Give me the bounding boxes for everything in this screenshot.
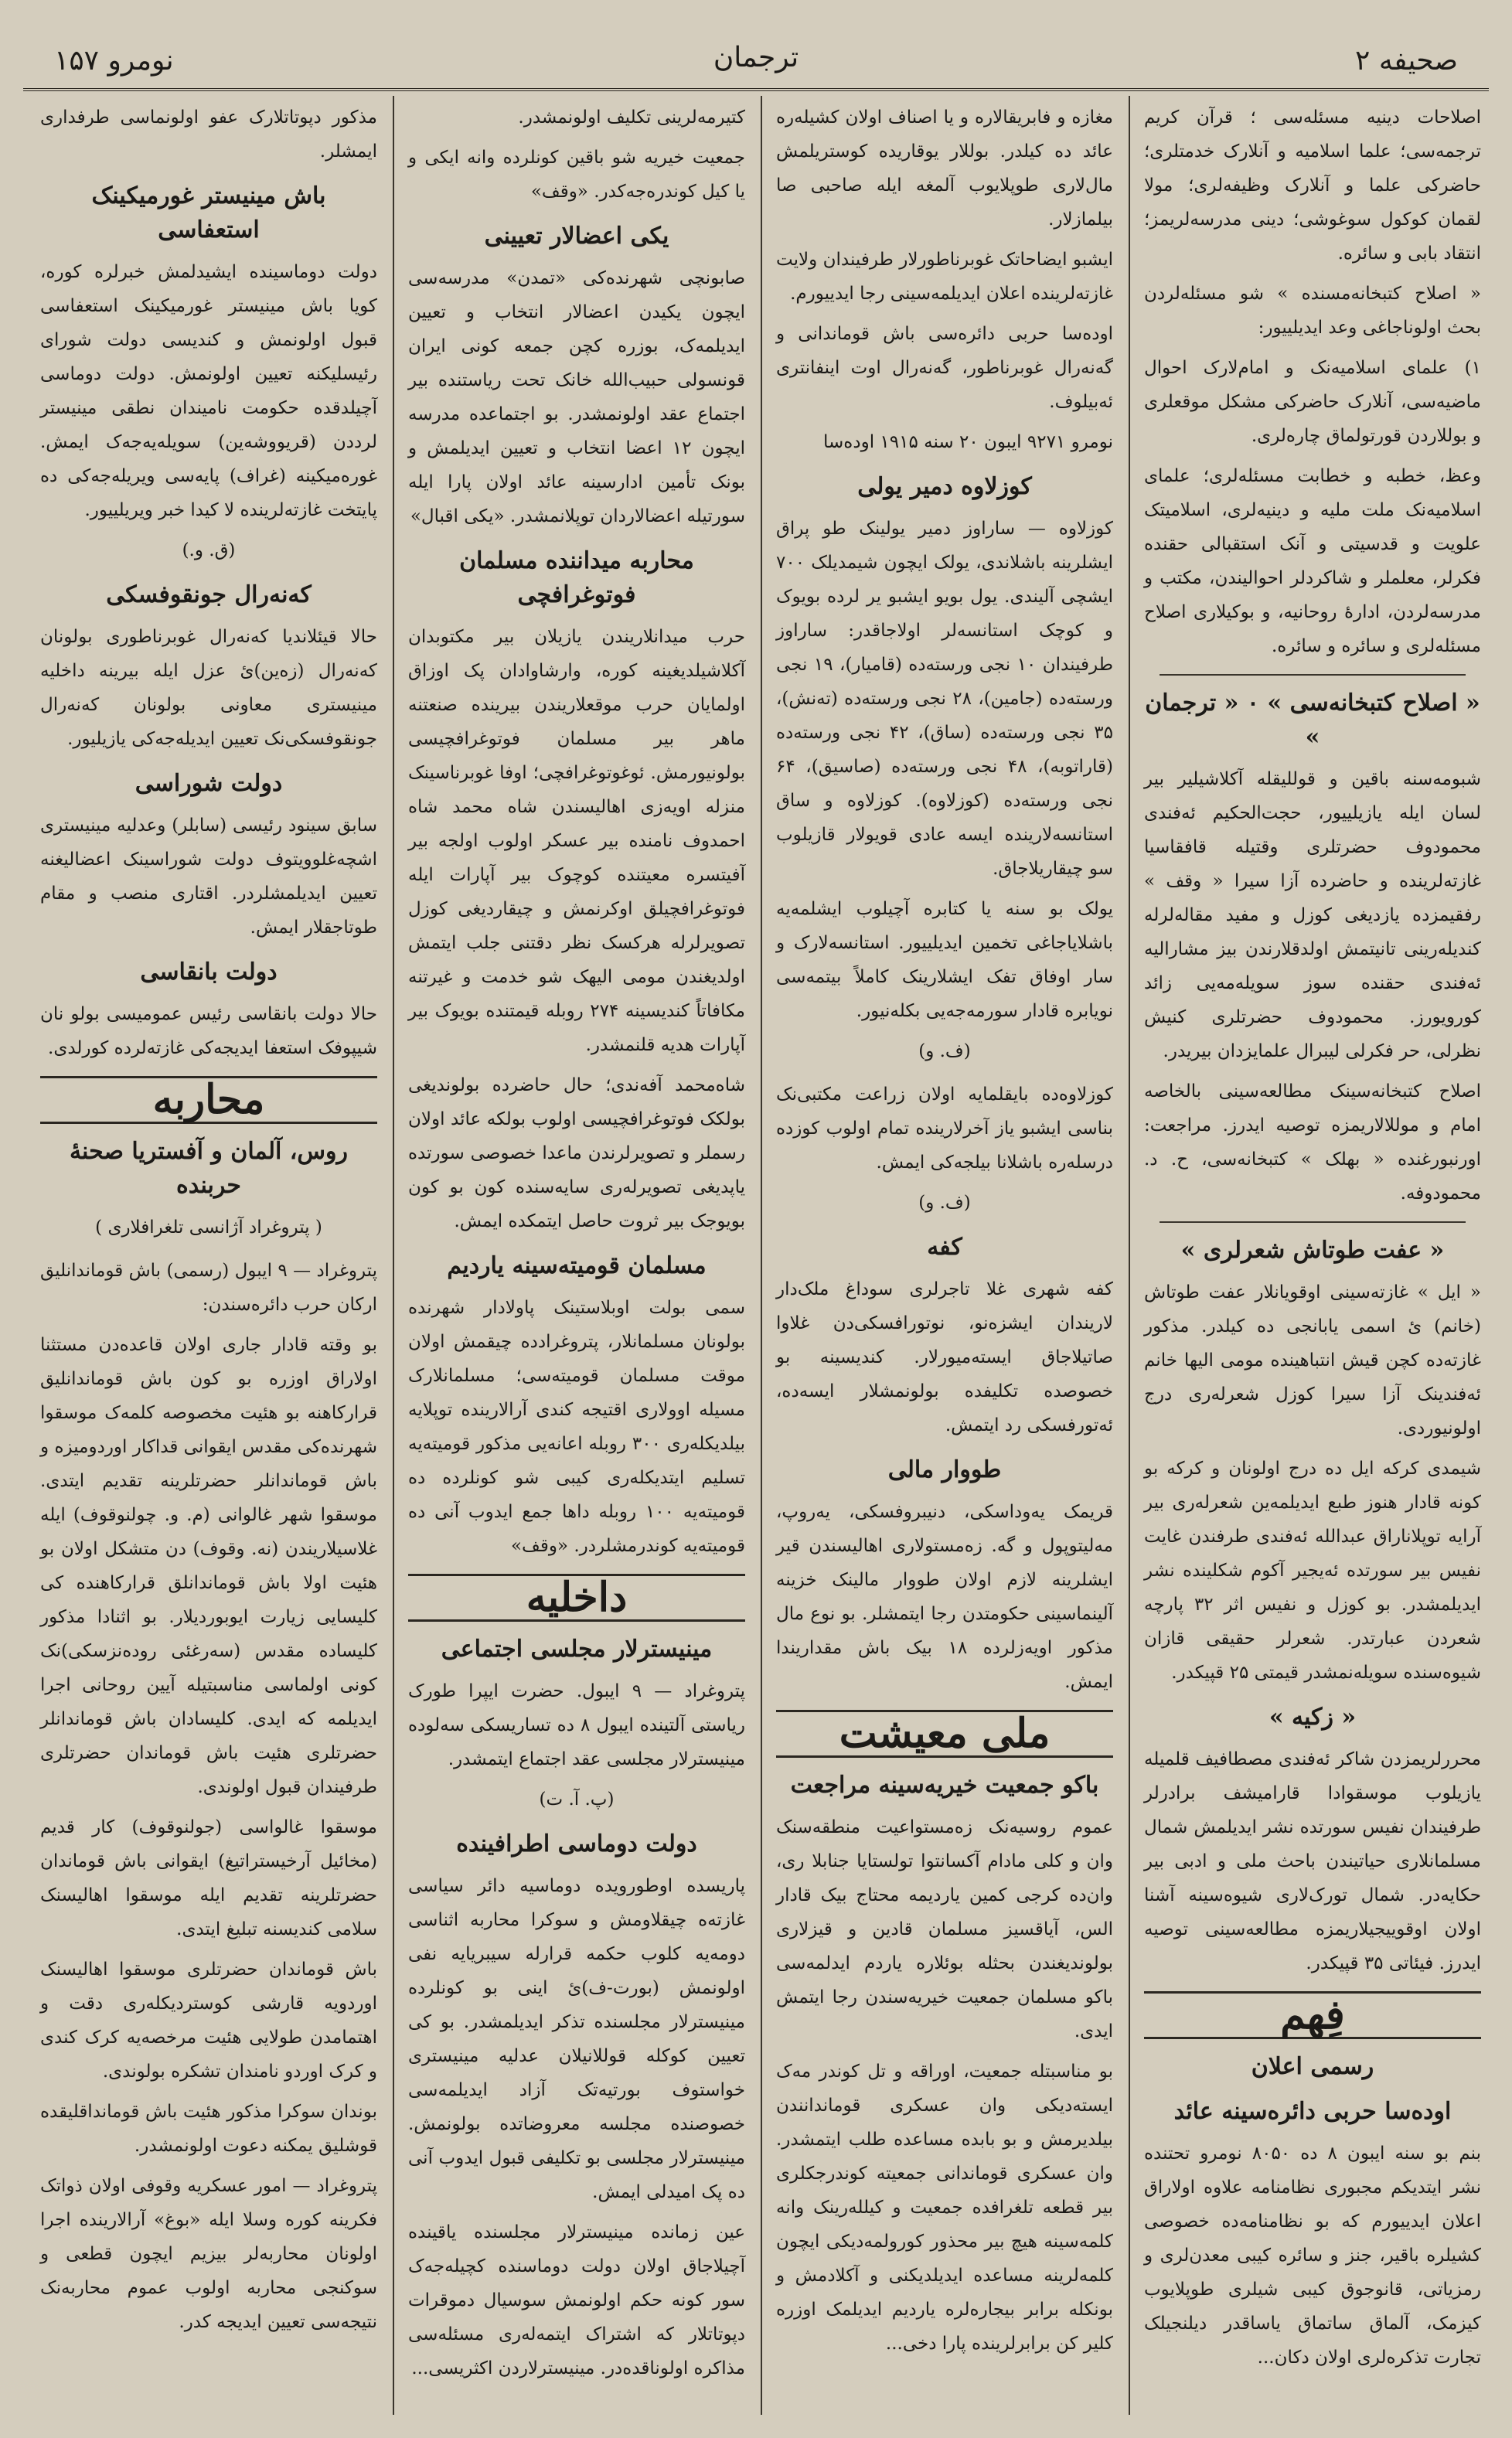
column-rule-1 <box>1129 96 1130 2415</box>
col3-heading-2: محاربه میداننده مسلمان فوتوغرافچی <box>459 547 694 608</box>
col3-paragraph-8: پاریسده اوطورویده دوماسیه دائر سیاسی غازته‌ه چیقلاومش و سوکرا محاربه اثناسی دومه‌یه کلوب حکمه قرارله سیبریایه نفی اولونمش (بورت-ف)ئ اینی بو کونلرده مینیسترلار مجلسنده تذکر ایدیلمشدر. بو کی تعیین کوکله قوللانیلان عدلیه مینیستری خواستوف بورتیه‌تک آزاد ایدیلمه‌سی خصوصنده مجلسه معروضاتده بولونمش. مینیسترلار مجلسی بو تکلیفی قبول ایدوب آنی ده پک امیدلی ایمش. <box>408 1876 745 2202</box>
col3-paragraph-5: شاه‌محمد آفه‌ندی؛ حال حاضرده بولوندیغی بولکک فوتوغرافچیسی اولوب بولکه عائد اولان رسملر و تصویرلرندن ماعدا خصوصی سورتده یاپدیغی تصویرله‌ری سایه‌سنده کون بو کون بویوجک بیر ثروت حاصل ایتمکده ایمش. <box>408 1075 745 1231</box>
col4-signature-2: ( پتروغراد آژانسی تلغرافلاری ) <box>95 1217 322 1238</box>
col1-paragraph-8: شیمدی کرکه ایل ده درج اولونان و کرکه بو کونه قادار هنوز طبع ایدیلمه‌ین شعرله‌ری بیر آرایه توپلاناراق عبدالله ئه‌فندی طرفندن غایت نفیس بیر سورتده ئه‌یجیر آکوم شکلینده نشر ایدیلمشدر. بو کوزل و نفیس اثر ۳۲ پارچه شعردن عبارتدر. شعرلر حقیقی قازان شیوه‌سنده سویله‌نمشدر قیمتی ۲۵ قپیکدر. <box>1144 1459 1481 1683</box>
col1-heading-3: « زکیه » <box>1269 1704 1357 1731</box>
col3-heading-5: مینیسترلار مجلسی اجتماعی <box>441 1636 713 1663</box>
col4-heading-5: محاربه <box>40 1076 377 1124</box>
col1-paragraph-10: بنم بو سنه ایبون ۸ ده ۸۰۵۰ نومرو تحتنده نشر ایتدیکم مجبوری نظامنامه علاوه اولاراق اعلان ایدییورم که بو نظامنامه‌ده خصوصی کشیلره باقیر، جنز و سائره کیبی معدن‌لری و رمزیاتی، قانوجوق کیبی شیلری طوپلایوب کیزمک، آلماق ساتماق یاساقدر دیلنجیلک تجارت تذکره‌لری اولان دکان... <box>1144 2143 1482 2368</box>
col4-heading-3: دولت شوراسی <box>135 770 283 797</box>
col3-heading-3: مسلمان قومیته‌سینه یاردیم <box>447 1252 707 1279</box>
col1-paragraph-7: « ایل » غازته‌سینی اوقویانلار عفت طوتاش (خانم) ئ اسمی یابانجی ده کیلدر. مذکور غازته‌ده کچن قیش انتباهینده مومی الیها خانم ئه‌فندینک آزا سیرا کوزل شعرله‌ری درج اولونیوردی. <box>1144 1282 1481 1439</box>
col3-paragraph-2: جمعیت خیریه شو باقین کونلرده وانه ایکی و یا کیل کوندره‌جه‌کدر. «وقف» <box>408 148 745 202</box>
col4-paragraph-6: پتروغراد — ۹ ایبول (رسمی) باش قوماندانلیق ارکان حرب دائره‌سندن: <box>40 1261 377 1315</box>
col4-paragraph-10: بوندان سوکرا مذکور هئیت باش قومانداقلیقده قوشلیق یمکنه دعوت اولونمشدر. <box>40 2102 377 2156</box>
column-1 <box>1136 96 1489 2415</box>
col3-signature-1: (پ. آ. ت) <box>539 1789 615 1810</box>
col3-heading-1: یکی اعضالار تعیینی <box>484 223 669 250</box>
col3-paragraph-9: عین زمانده مینیسترلار مجلسنده یاقینده آچیلاجاق اولان دولت دوماسنده کچیله‌جه‌ک سور کونه حکم اولونمش سوسیال دموقرات دپوتاتلار که اشتراک ایتمه‌له‌ری مسئله‌سی مذاکره اولوناقده‌در. مینیسترلاردن اکثریسی... <box>408 2222 745 2378</box>
col4-heading-2: که‌نه‌رال جونقوفسکی <box>106 581 312 608</box>
col2-paragraph-9: قریمک یه‌وداسکی، دنیبروفسکی، یه‌روپ، مه‌لیتوپول و گه. زه‌مستولاری اهالیسندن قیر ایشلرینه لازم اولان طووار مالینک خزینه آلینماسینی حکومتدن رجا ایتمشلر. بو نوع مال مذکور اویه‌زلرده ۱۸ بیک باش مقداریندا ایمش. <box>776 1502 1113 1692</box>
col4-heading-1: باش مینیستر غورمیکینک استعفاسی <box>91 182 326 243</box>
newspaper-name: ترجمان <box>713 42 799 73</box>
col1-divider-2 <box>1160 1221 1466 1223</box>
col4-signature-1: (ق. و.) <box>182 540 236 560</box>
col3-paragraph-4: حرب میدانلاریندن یازیلان بیر مکتوبدان آکلاشیلدیغینه کوره، وارشاوادان پک اوزاق اولمایان حرب موقعلاریندن بیرینده صنعتنه ماهر بیر مسلمان فوتوغرافچیسی بولونیورمش. ئوغوتوغرافچی؛ اوفا غوبرناسینک منزله اویه‌زی اهالیسندن شاه محمد شاه احمدوف نامنده بیر عسکر اولوب اولجه بیر آفیتسره معیتنده کوچوک بیر آپارات ایله فوتوغرافچیلق اوکرنمش و چیقاردیغی کوزل تصویرلرله هرکسک نظر دقتنی جلب ایتمش اولدیغندن مومی الیهک شو خدمت و غیرتنه مکافاتاً کندیسینه ۲۷۴ روبله قیمتنده بویوک بیر آپارات هدیه قلنمشدر. <box>408 627 745 1055</box>
col4-paragraph-7: بو وقته قادار جاری اولان قاعده‌دن مستثنا اولاراق اوزره بو کون باش قوماندانلیق قرارکاهنه بو هئیت مخصوصه کلمه‌ک موسقوا شهرنده‌کی مقدس ایقوانی قداکار اوردومیزه و باش قوماندانلر حضرتلرینه تقدیم ایتدی. موسقوا شهر غالوانی (م. و. چولنوقوف) ایله غلاسیلاریندن (نه. وقوف) دن متشکل اولان بو هئیت اولا باش قوماندانلق قرارکاهنده کی کلیسایی زیارت ایوبوردیلار. بو اثنادا مذکور کلیساده مقدس (سه‌رغئی روده‌نزسکی)نک کونی اولماسی مناسبتیله آیین روحانی اجرا ایدیلمه که ایدی. کلیسادان باش قوماندانلر حضرتلری هئیت باش قوماندان حضرتلری طرفیندان قبول اولوندی. <box>40 1335 377 1797</box>
col1-heading-2: « عفت طوتاش شعرلری » <box>1180 1237 1445 1264</box>
col4-paragraph-2: دولت دوماسینده ایشیدلمش خبرلره کوره، کویا باش مینیستر غورمیکینک استعفاسی قبول اولونمش و کندیسی دولت شورای رئیسلیکنه تعیین اولونمش. دولت دوماسی آچیلدقده حکومت نامیندان نطقی مینیستر لرددن (قریووشه‌ین) سویله‌یه‌جه‌ک ایمش. غوره‌میکینه (غراف) پایه‌سی ویریله‌جه‌کی ده پایتخت غازته‌لرینده لا کیدا خبر ویریلییور. <box>40 262 377 520</box>
col3-paragraph-6: سمی بولت اوبلاستینک پاولادار شهرنده بولونان مسلمانلار، پتروغرادده چیقمش اولان موقت مسلمان قومیته‌سی؛ مسلمانلارک مسیله اوولاری اقتیجه کندی آرالارینده توپلایه بیلدیکله‌ری ۳۰۰ روبله اعانه‌یی مذکور قومیته‌یه تسلیم ایتدیکله‌ری کیبی شو کونلرده ده قومیته‌یه ۱۰۰ روبله داها جمع ایدوب آنی ده قومیته‌یه کوندرمشلردر. «وقف» <box>408 1298 745 1556</box>
column-rule-3 <box>393 96 394 2415</box>
col1-heading-6: اوده‌سا حربی دائره‌سینه عائد <box>1173 2098 1452 2125</box>
col3-paragraph-1: کتیرمه‌لرینی تکلیف اولونمشدر. <box>518 107 745 128</box>
col3-heading-4: داخلیه <box>408 1574 745 1622</box>
col4-paragraph-8: موسقوا غالواسی (جولنوقوف) کار قدیم (مخائیل آرخیستراتیغ) ایقوانی باش قوماندان حضرتلرینه تقدیم ایله موسقوا اهالیسنک سلامی کندیسنه تبلیغ ایتدی. <box>40 1817 377 1939</box>
col1-paragraph-3: ۱) علمای اسلامیه‌نک و امام‌لارک احوال ماضیه‌سی، آنلارک حاضرکی مشکل موقعلری و بوللاردن قورتولماق چاره‌لری. <box>1144 358 1481 446</box>
col2-paragraph-6: یولک بو سنه یا کتابره آچیلوب ایشلمه‌یه باشلایاجاغی تخمین ایدیلییور. استانسه‌لارک و سار اوفاق تفک ایشلارینک کاملاً بیتمه‌سی نویابره قادار سورمه‌جه‌یی بکله‌نیور. <box>776 899 1113 1021</box>
col1-paragraph-6: اصلاح کتبخانه‌سینک مطالعه‌سینی بالخاصه امام و موللالاریمزه توصیه ایدرز. مراجعت: اورنبورغنده « بهلک » کتبخانه‌سی، ح. د. محمودوفه. <box>1144 1081 1481 1204</box>
page-number: صحیفه ۲ <box>1355 45 1458 77</box>
column-2 <box>768 96 1121 2415</box>
col2-heading-1: کوزلاوه دمیر یولی <box>857 473 1032 500</box>
col1-paragraph-5: شبومه‌سنه باقین و قوللیقله آکلاشیلیر بیر لسان ایله یازیلییور، حجت‌الحکیم ئه‌فندی محمودوف حضرتلری وقتیله قافقاسیا غازته‌لرینده و حاضرده آزا سیرا « وقف » رفقیمزده یازدیغی کوزل و مفید مقاله‌لرله کندیله‌رینی تانیتمش اولدقلارندن بیز مشارالیه ئه‌فندی حقنده سوز سویله‌مه‌یی زائد کورویورز. محمودوف حضرتلری کنیش نظرلی، حر فکرلی لیبرال علمایزدان بیریدر. <box>1144 769 1481 1061</box>
col2-paragraph-10: عموم روسیه‌نک زه‌مستواعیت منطقه‌سنک وان و کلی مادام آکسانتوا تولستایا جنابلا ری، وان‌ده کرجی کمین یاردیمه محتاج بیک قادار الس، آیاقسیز مسلمان قادین و قیزلاری بولوندیغندن بحثله بوئلاره یاردم ایدلمه‌سی باکو مسلمان جمعیت خیریه‌سندن رجا ایتمش ایدی. <box>776 1817 1113 2041</box>
col4-paragraph-9: باش قوماندان حضرتلری موسقوا اهالیسنک اوردویه قارشی کوستردیکله‌ری دقت و اهتمامدن طولایی هئیت مرخصه‌یه کرک کندی و کرک اوردو نامندان تشکره بولوندی. <box>40 1960 377 2082</box>
col4-paragraph-3: حالا قیئلاندیا که‌نه‌رال غوبرناطوری بولونان که‌نه‌رال (زه‌ین)ئ عزل ایله بیرینه داخلیه مینیستری معاونی بولونان که‌نه‌رال جونقوفسکی‌نک تعیین ایدیله‌جه‌کی یازیلیور. <box>40 627 377 749</box>
col2-heading-5: باکو جمعیت خیریه‌سینه مراجعت <box>790 1772 1099 1799</box>
col2-heading-2: کفه <box>927 1234 962 1261</box>
col4-heading-6: روس، آلمان و آفستریا صحنهٔ حربنده <box>69 1138 349 1199</box>
col4-paragraph-5: حالا دولت بانقاسی رئیس عمومیسی بولو نان شیپوفک استعفا ایدیجه‌کی غازته‌لرده کورلدی. <box>40 1004 377 1058</box>
columns-area <box>23 96 1489 2415</box>
col1-paragraph-9: محررلریمزدن شاکر ئه‌فندی مصطافیف قلمیله یازیلوب موسقوادا قارامیشف برادرلر طرفیندان نفیس سورتده نشر ایدیلمش شمال مسلمانلاری حیاتیندن باحث ملی و ادبی بیر حکایه‌در. شمال تورک‌لاری شیوه‌سینه آشنا اولان اوقوییجیلاریمزه مطالعه‌سینی توصیه ایدرز. فیئاتی ۳۵ قپیکدر. <box>1144 1749 1481 1973</box>
col3-paragraph-7: پتروغراد — ۹ ایبول. حضرت ایپرا طورک ریاستی آلتینده ایبول ۸ ده تساریسکی سه‌لوده مینیسترلار مجلسی عقد اجتماع ایتمشدر. <box>408 1681 746 1769</box>
col3-paragraph-3: صابونچی شهرنده‌کی «تمدن» مدرسه‌سی ایچون یکیدن اعضالار انتخاب و تعیین ایدیلمه‌ک، بوزره کچن جمعه کونی ایران قونسولی حبیب‌الله خانک تحت ریاستنده بیر اجتماع عقد اولونمشدر. بو اجتماعده مدرسه ایچون ۱۲ اعضا انتخاب و تعیین ایدیلمش و بونک تأمین ادارسینه عائد اولان پارا ایله سورتیله اعضالاردان توپلانمشدر. «یکی اقبال» <box>408 268 745 526</box>
col2-paragraph-8: کفه شهری غلا تاجرلری سوداغ ملک‌دار لاریندان ایشزه‌نو، نوتورافسکی‌دن غلاوا صاتیلاجاق ایسته‌میورلار. کندیسینه بو خصوصده تکلیفده بولونمشلار ایسه‌ده، ئه‌تورفسکی رد ایتمش. <box>776 1279 1113 1435</box>
col2-paragraph-3: اوده‌سا حربی دائره‌سی باش قوماندانی و گه‌نه‌رال غوبرناطور، گه‌نه‌رال اوت اینفانتری ئه‌بیلوف. <box>776 324 1113 412</box>
col1-heading-5: رسمی اعلان <box>1251 2053 1374 2080</box>
col1-paragraph-1: اصلاحات دینیه مسئله‌سی ؛ قرآن کریم ترجمه‌سی؛ علما اسلامیه و آنلارک خدمتلری؛ حاضرکی علما و آنلارک وظیفه‌لری؛ مولا لقمان کوکول سوغوشی؛ دینی مدرسه‌لریمز؛ انتقاد بابی و سائره. <box>1144 107 1481 264</box>
col3-heading-6: دولت دوماسی اطرافینده <box>456 1830 697 1857</box>
col1-divider-1 <box>1160 674 1466 676</box>
col2-paragraph-4: نومرو ۹۲۷۱ ایبون ۲۰ سنه ۱۹۱۵ اوده‌سا <box>823 432 1113 452</box>
col2-paragraph-5: کوزلاوه — ساراوز دمیر یولینک طو پراق ایشلرینه باشلاندی، یولک ایچون شیمدیلک ۷۰۰ ایشچی آلیندی. یول بویو ایشبو یر لرده بویوک و کوچک استانسه‌لر اولاجاقدر: ساراوز طرفیندان ۱۰ نجی ورسته‌ده (قامیار)، ۱۹ نجی ورسته‌ده (جامین)، ۲۸ نجی ورسته‌ده (ته‌نش)، ۳۵ نجی ورسته‌ده (ساق)، ۴۲ نجی ورسته‌ده (قاراتوبه)، ۴۸ نجی ورسته‌ده (صاسیق)، ۶۴ نجی ورسته‌ده (کوزلاوه). کوزلاوه و ساق استانسه‌لارینده ایسه عادی قویولار قازیلوب سو چیقاریلاجاق. <box>776 519 1113 879</box>
col4-paragraph-11: پتروغراد — امور عسکریه وقوفی اولان ذواتک فکرینه کوره وسلا ایله «بوغ» آرالارینده اجرا اولونان محاربه‌لر بیزیم ایچون قطعی و سوکنجی محاربه اولوب عموم محاربه‌نک نتیجه‌سی تعیین ایدیجه کدر. <box>40 2176 377 2332</box>
col2-paragraph-11: بو مناسبتله جمعیت، اوراقه و تل کوندر مه‌ک ایسته‌دیکی وان عسکری قوماندانندن بیلدیرمش و بو بابده مساعده طلب ایتمشدر. وان عسکری قوماندانی جمعیته کوندرجکلری بیر قطعه تلغرافده جمعیت و کیلله‌رینک وانه کلمه‌سینه هیچ بیر محذور کورولمه‌دیکی ایچون کلمه‌لرینه مساعده ایدیلدیکنی و آکلادمش و بونکله برابر بیجاره‌لره یاردیم ایدیلمک اوزره کلیر کن برابرلرینده پارا دخی... <box>776 2062 1113 2354</box>
column-rule-2 <box>761 96 762 2415</box>
col1-paragraph-4: وعظ، خطبه و خطابت مسئله‌لری؛ علمای اسلامیه‌نک ملت ملیه و دینیه‌لری، اسلامیتک علویت و قدسیتی و آنک استقبالی حقنده فکرلر، معلملر و شاکردلر احوالیندن، مکتب و مدرسه‌لردن، ادارهٔ روحانیه، و بوکیلاری اصلاح مسئله‌لری و سائره و سائره. <box>1144 466 1481 656</box>
col2-paragraph-7: کوزلاوه‌ده بایقلمایه اولان زراعت مکتبی‌نک بناسی ایشبو یاز آخرلارینده تمام اولوب کوزده درسله‌ره باشلانا بیلجه‌کی ایمش. <box>776 1085 1113 1173</box>
col2-signature-1: (ف. و) <box>918 1041 971 1061</box>
col2-signature-2: (ف. و) <box>918 1193 971 1213</box>
col2-paragraph-2: ایشبو ایضاحاتک غوبرناطورلار طرفیندان ولایت غازته‌لرینده اعلان ایدیلمه‌سینی رجا ایدییورم. <box>776 250 1113 304</box>
col2-heading-4: ملی معیشت <box>776 1710 1113 1758</box>
col1-heading-1: « اصلاح کتبخانه‌سی » ۰ « ترجمان » <box>1145 690 1480 751</box>
col4-heading-4: دولت بانقاسی <box>140 959 278 986</box>
col1-paragraph-2: « اصلاح کتبخانه‌مسنده » شو مسئله‌لردن بحث اولوناجاغی وعد ایدیلییور: <box>1144 284 1481 338</box>
col2-paragraph-1: مغازه و فابریقالاره و یا اصناف اولان کشیله‌ره عائد ده کیلدر. بوللار یوقاریده کوستریلمش مال‌لاری طوپلایوب آلمغه ایله صاحبی صا بیلمازلار. <box>776 107 1113 230</box>
column-3 <box>400 96 753 2415</box>
col4-paragraph-1: مذکور دپوتاتلارک عفو اولونماسی طرفداری ایمشلر. <box>40 107 377 162</box>
col2-heading-3: طووار مالی <box>887 1456 1002 1483</box>
column-4 <box>32 96 385 2415</box>
col4-paragraph-4: سابق سینود رئیسی (سابلر) وعدلیه مینیستری اشچه‌غلوویتوف دولت شوراسینک اعضا‌لیغنه تعیین ایدیلمشلردر. اقتاری منصب و مقام طوتاجقلار ایمش. <box>40 816 377 938</box>
col1-heading-4: فِهم <box>1144 1991 1481 2039</box>
issue-number: نومرو ۱۵۷ <box>54 45 174 77</box>
page-header <box>23 39 1489 91</box>
